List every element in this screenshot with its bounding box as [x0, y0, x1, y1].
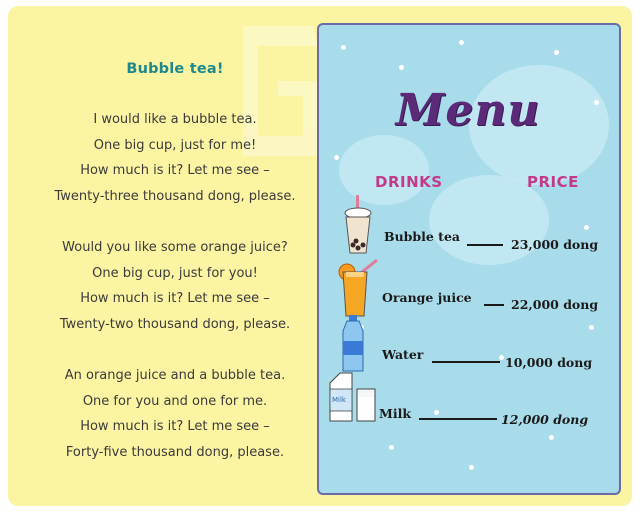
snow-dot — [399, 65, 404, 70]
poem-line: Twenty-two thousand dong, please. — [59, 316, 291, 332]
snow-dot — [389, 445, 394, 450]
snow-dot — [554, 50, 559, 55]
drinks-column-header: DRINKS — [375, 173, 443, 191]
snow-dot — [549, 435, 554, 440]
poem-line: How much is it? Let me see – — [80, 291, 270, 306]
price-column-header: PRICE — [527, 173, 579, 191]
poem-title: Bubble tea! — [126, 61, 224, 77]
menu-board — [317, 23, 621, 495]
poem — [30, 61, 320, 465]
poem-line: How much is it? Let me see – — [80, 419, 270, 434]
menu-item-price: 10,000 dong — [505, 355, 593, 370]
menu-item-name: Bubble tea — [384, 229, 461, 244]
menu-item-name: Milk — [379, 406, 411, 421]
leader-line — [484, 304, 504, 306]
poem-line: One big cup, just for me! — [93, 137, 257, 153]
poem-line: Twenty-three thousand dong, please. — [54, 188, 296, 204]
poem-line: I would like a bubble tea. — [93, 112, 257, 127]
menu-item-name: Water — [382, 347, 424, 362]
poem-stanza — [30, 107, 320, 209]
menu-item-price: 22,000 dong — [511, 297, 599, 312]
menu-item-name: Orange juice — [382, 290, 472, 305]
poem-stanza — [30, 363, 320, 465]
leader-line — [432, 361, 500, 363]
leader-line — [419, 418, 497, 420]
menu-item-price: 12,000 dong — [501, 412, 589, 427]
snow-dot — [594, 100, 599, 105]
snow-dot — [434, 410, 439, 415]
milk-carton-icon — [327, 371, 383, 423]
menu-item-price: 23,000 dong — [511, 237, 599, 252]
poem-line: One for you and one for me. — [82, 393, 268, 409]
menu-title: Menu — [395, 85, 541, 136]
svg-text:Milk: Milk — [332, 396, 346, 404]
snow-dot — [589, 325, 594, 330]
snow-dot — [334, 155, 339, 160]
poem-line: An orange juice and a bubble tea. — [64, 368, 286, 383]
textbook-page — [8, 6, 632, 506]
bubble-tea-cup-icon — [343, 195, 373, 257]
snow-dot — [499, 355, 504, 360]
snow-dot — [584, 225, 589, 230]
poem-line: Forty-five thousand dong, please. — [65, 444, 285, 460]
poem-line: How much is it? Let me see – — [80, 163, 270, 178]
snow-dot — [341, 45, 346, 50]
poem-stanza — [30, 235, 320, 337]
water-bottle-icon — [341, 315, 365, 373]
orange-juice-glass-icon — [337, 258, 381, 318]
poem-line: Would you like some orange juice? — [62, 240, 288, 255]
leader-line — [467, 244, 503, 246]
snow-dot — [459, 40, 464, 45]
snow-dot — [469, 465, 474, 470]
poem-line: One big cup, just for you! — [92, 265, 258, 281]
